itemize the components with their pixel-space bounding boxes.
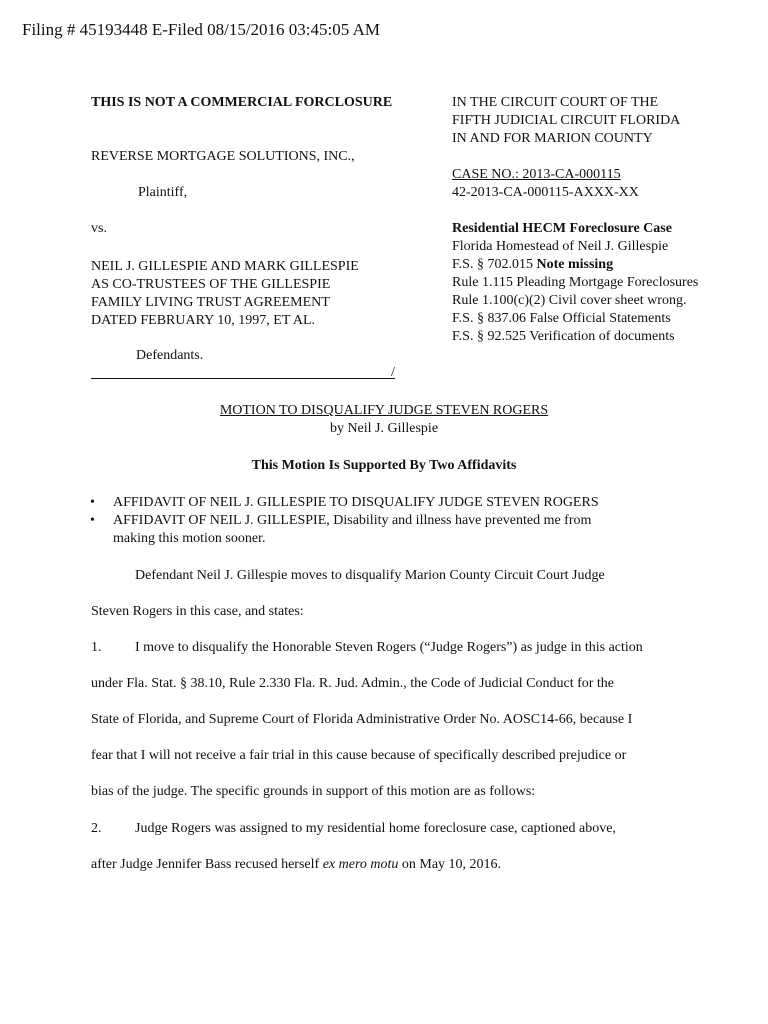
court-line: IN AND FOR MARION COUNTY bbox=[452, 131, 653, 146]
commercial-notice: THIS IS NOT A COMMERCIAL FORCLOSURE bbox=[91, 95, 393, 110]
affidavit-list bbox=[88, 494, 688, 548]
affidavit-item-text: AFFIDAVIT OF NEIL J. GILLESPIE, Disability and illness have prevented me from bbox=[113, 513, 592, 528]
paragraph-text: on May 10, 2016. bbox=[398, 857, 502, 872]
affidavit-item-text: making this motion sooner. bbox=[113, 531, 266, 546]
defendants-line: AS CO-TRUSTEES OF THE GILLESPIE bbox=[91, 277, 331, 292]
paragraph-2-first-line bbox=[91, 820, 691, 838]
defendants-role: Defendants. bbox=[136, 348, 204, 363]
motion-byline: by Neil J. Gillespie bbox=[329, 421, 439, 436]
plaintiff-role: Plaintiff, bbox=[138, 185, 188, 200]
caption-slash: / bbox=[391, 365, 395, 380]
paragraph-1-first-line bbox=[91, 639, 691, 657]
plaintiff-name: REVERSE MORTGAGE SOLUTIONS, INC., bbox=[91, 149, 355, 164]
bullet-icon: • bbox=[90, 513, 95, 528]
latin-phrase: ex mero motu bbox=[322, 857, 399, 872]
caption-divider bbox=[91, 378, 395, 379]
paragraph-line: fear that I will not receive a fair trial in this cause because of specifically described prejudice or bbox=[91, 748, 627, 763]
list-item bbox=[88, 512, 688, 548]
case-type: Residential HECM Foreclosure Case bbox=[452, 221, 672, 236]
motion-title: MOTION TO DISQUALIFY JUDGE STEVEN ROGERS bbox=[219, 403, 549, 418]
legal-note: F.S. § 837.06 False Official Statements bbox=[452, 311, 671, 326]
statute-702-text: F.S. § 702.015 bbox=[452, 257, 537, 272]
paragraph-text: Judge Rogers was assigned to my residential home foreclosure case, captioned above, bbox=[135, 821, 616, 836]
intro-line: Steven Rogers in this case, and states: bbox=[91, 604, 304, 619]
legal-note: Rule 1.100(c)(2) Civil cover sheet wrong. bbox=[452, 293, 687, 308]
paragraph-line: State of Florida, and Supreme Court of Florida Administrative Order No. AOSC14-66, because I bbox=[91, 712, 633, 727]
paragraph-text: after Judge Jennifer Bass recused herself bbox=[91, 857, 323, 872]
paragraph-line: bias of the judge. The specific grounds in support of this motion are as follows: bbox=[91, 784, 536, 799]
legal-note: F.S. § 92.525 Verification of documents bbox=[452, 329, 675, 344]
court-heading bbox=[452, 94, 680, 148]
homestead-note: Florida Homestead of Neil J. Gillespie bbox=[452, 239, 669, 254]
defendants-line: DATED FEBRUARY 10, 1997, ET AL. bbox=[91, 313, 316, 328]
affidavit-item-text: AFFIDAVIT OF NEIL J. GILLESPIE TO DISQUALIFY JUDGE STEVEN ROGERS bbox=[113, 495, 599, 510]
paragraph-line bbox=[91, 856, 691, 874]
motion-title-wrap bbox=[0, 402, 768, 420]
paragraph-text: I move to disqualify the Honorable Steven Rogers (“Judge Rogers”) as judge in this action bbox=[135, 640, 643, 655]
paragraph-number: 2. bbox=[91, 821, 102, 836]
defendants-caption bbox=[91, 258, 359, 330]
court-line: FIFTH JUDICIAL CIRCUIT FLORIDA bbox=[452, 113, 681, 128]
defendants-line: NEIL J. GILLESPIE AND MARK GILLESPIE bbox=[91, 259, 359, 274]
versus-label: vs. bbox=[91, 221, 107, 236]
paragraph-line: under Fla. Stat. § 38.10, Rule 2.330 Fla. R. Jud. Admin., the Code of Judicial Conduct for the bbox=[91, 676, 615, 691]
legal-notes bbox=[452, 274, 698, 346]
statute-702-note bbox=[452, 256, 613, 274]
filing-header: Filing # 45193448 E-Filed 08/15/2016 03:45:05 AM bbox=[22, 20, 380, 39]
note-missing-text: Note missing bbox=[536, 257, 614, 272]
list-item bbox=[88, 494, 688, 512]
paragraph-number: 1. bbox=[91, 640, 102, 655]
bullet-icon: • bbox=[90, 495, 95, 510]
support-heading: This Motion Is Supported By Two Affidavits bbox=[251, 458, 517, 473]
case-number: CASE NO.: 2013-CA-000115 bbox=[452, 167, 621, 182]
court-line: IN THE CIRCUIT COURT OF THE bbox=[452, 95, 659, 110]
intro-line: Defendant Neil J. Gillespie moves to disqualify Marion County Circuit Court Judge bbox=[135, 568, 605, 583]
case-number-alt: 42-2013-CA-000115-AXXX-XX bbox=[452, 185, 639, 200]
legal-note: Rule 1.115 Pleading Mortgage Foreclosures bbox=[452, 275, 699, 290]
defendants-line: FAMILY LIVING TRUST AGREEMENT bbox=[91, 295, 330, 310]
